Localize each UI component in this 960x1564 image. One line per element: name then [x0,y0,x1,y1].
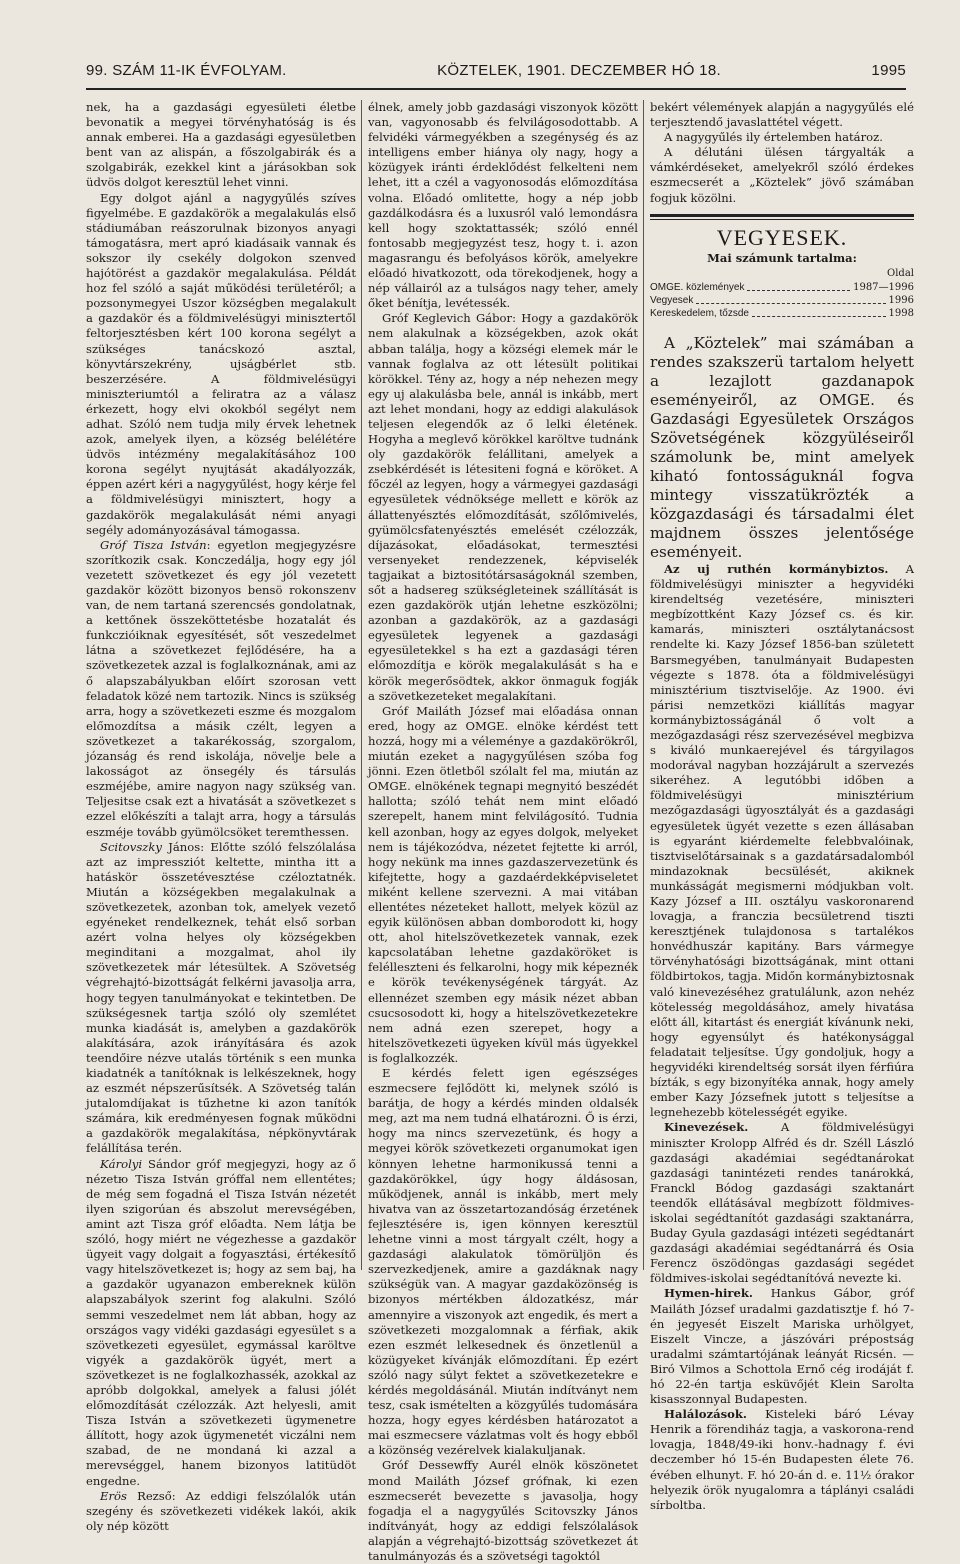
paragraph [86,1157,356,1489]
toc-heading: Mai számunk tartalma: [707,250,857,265]
speech-text: Aurél elnök köszönetet mond Mailáth József grófnak, ki ezen eszmecserét bevezette s javasolja, hogy fogadja el a nagygyűlés Scitovszky János indítványát, hogy az eddigi felszólalások alapján a végrehajtó-bizottság szövetkezet át tanulmányozás és a szövetségi tagoktól [368,1458,638,1563]
speech-text: Rezső: Az eddigi felszólalók után szegény és szövetkezeti vidékek lakói, akik oly nép között [86,1488,356,1533]
page-number: 1995 [871,62,906,79]
speaker-name: Gróf Tisza István [100,537,207,552]
paragraph [86,1489,356,1534]
paragraph: Egy dolgot ajánl a nagygyűlés szíves figyelmébe. E gazdakörök a megalakulás első stádiumában reászorulnak bizonyos anyagi támogatásra, mert apró kiadásaik vannak és sokszor ily csekély dolgokon szenved hajótörést a gazdakör megalakulása. Példát hoz fel szóló a saját működési területéről; a pozsonymegyei Uszor községben megalakult a gazdakör és a földmivelésügyi minisztertől feltorjesztésben kért 100 korona segélyt a szükséges tanácskozó asztal, könyvtárszekrény, ujságbérlet stb. beszerzésére. A földmivelésügyi miniszteriumtól a feliratra az a válasz érkezett, hogy elvi okokból segélyt nem adhat. Szóló nem tudja mily érvek lehetnek azok, amelyek ilyen, a község belélétére üdvös intézmény megalakításához 100 korona segélyt nyujtását akadályozzák, éppen azért kéri a nagygyűlést, hogy kérje fel a földmivelésügyi minisztert, hogy a gazdakörök megalakulását némi anyagi segély adományozásával támogassa. [86,190,356,537]
speaker-name: Erös [100,1488,127,1503]
toc-pages: 1998 [888,307,914,319]
news-heading: Az uj ruthén kormánybiztos. [664,561,889,576]
toc-pages: 1996 [888,294,914,306]
paragraph: A délutáni ülésen tárgyalták a vámkérdéseket, amelyekről szóló érdekes eszmecserét a „Köztelek” jövő számában fogjuk közölni. [650,145,914,205]
column-divider [643,100,644,1270]
news-text: A földmivelésügyi miniszter Krolopp Alfréd és dr. Széll László gazdasági akadémiai segédtanárokat gazdasági tanintézeti rendes tanárokká, Franckl Bódog gazdasági szaktanárt teendők ellátásával megbízott földmives-iskolai segédtanítót gazdasági szaktanárra, Buday Gyula gazdasági intézeti segédtanárt gazdasági akadémiai segédtanárrá és Osia Ferencz öszödöngas gazdasági segédet földmives-iskolai segédtanítóvá nevezte ki. [650,1120,914,1286]
section-title: VEGYESEK. [716,224,848,250]
paragraph [86,840,356,1157]
lead-paragraph: A „Köztelek” mai számában a rendes szakszerü tartalom helyett a lezajlott gazdanapok eseményeiről, az OMGE. és Gazdasági Egyesületek Országos Szövetségének közgyüléseiről számolunk be, mint amelyek kiható fontosságuknál fogva mintegy visszatükrözték a közgazdasági és társadalmi élet majdnem összes jelentősége eseményeit. [650,333,914,561]
speaker-name: Károlyi [100,1156,143,1171]
paragraph [368,704,638,1066]
paragraph [650,562,914,1120]
speech-text: József mai előadása onnan ered, hogy az OMGE. elnöke kérdést tett hozzá, hogy mi a véleménye a gazdakörökről, miután ezeket a nagygyűlésen szóba fog jönni. Ezen ötletből szólalt fel ma, miután az OMGE. elnökének tegnapi megnyitó beszédét hallotta; szóló tehát nem mint előadó szerepelt, hanem mint felvilágosító. Tudnia kell azonban, hogy az egyes dolgok, melyeket nem is tájékozódva, nézetet fejtette ki arról, hogy nekünk ma innes gazdaszervezetünk és kifejtette, hogy a gazdaérdekképviseletet miként kellene szervezni. A mai vitában ellentétes nézeteket hallott, melyek közül az egyik különösen abban domborodott ki, hogy ott, ahol hitelszövetkezetek vannak, ezek kapcsolatában lehetne gazdaköröket is felélleszteni és felkarolni, hogy mik képeznék e körök tevékenységének tárgyát. Az ellennézet szemben egy másik nézet abban csucsosodott ki, hogy a hitelszövetkezetekre nem adná ezen szerepet, hogy a hitelszövetkezeti ügyeken kívül más ügyekkel is foglalkozzék. [368,703,638,1065]
column-divider [361,100,362,1270]
paragraph: bekért vélemények alapján a nagygyűlés elé terjesztendő javaslattétel végett. [650,100,914,130]
masthead-date: KÖZTELEK, 1901. DECZEMBER HÓ 18. [437,62,721,79]
toc-row [650,294,914,307]
news-heading: Halálozások. [664,1407,747,1422]
toc-row [650,307,914,320]
speaker-name: Gróf Mailáth [382,703,462,718]
paragraph: élnek, amely jobb gazdasági viszonyok között van, vagyonosabb és felvilágosodottabb. A felvidéki vármegyékben a szegénység és az intelligens ember hiánya oly nagy, hogy a közügyek iránti érdeklődést felkelteni nem lehet, itt a czél a vagyonosodás előmozdítása volna. Előadó omlitette, hogy a nép jobb gazdálkodásra és a luxusról való lemondásra kell hogy szoktattassék; szóló ennél fontosabb megjegyzést tesz, hogy t. i. azon magasrangu és befolyásos körök, amelyekre előadó hivatkozott, oda törekodjenek, hogy a nép vállairól az a tulságos nagy teher, amely őket bénítja, levétessék. [368,100,638,311]
paragraph [650,1120,914,1286]
news-text: A földmivelésügyi miniszter a hegyvidéki kirendeltség vezetésére, miniszteri megbízottként Kazy József cs. és kir. kamarás, miniszteri osztálytanácsost rendelte ki. Kazy József 1856-ban született Barsmegyében, tanulmányait Budapesten végezte s 1878. óta a földmivelésügyi minisztérium tisztviselője. Az 1900. évi párisi nemzetközi kiállítás magyar kormánybiztosságánál ő volt a mezőgazdasági rész szervezésével megbizva s kiváló munkaerejével és tárgyilagos modorával nagyban hozzájárult a szervezés sikeréhez. A legutóbbi időben a földmivelésügyi minisztérium mezőgazdasági ügyosztályát és a gazdasági egyesületek ügyét vezette s ezen állásaban is egyaránt kiérdemelte felebbvalóinak, tisztviselőtársainak s a gazdatársadalomból mindazoknak becsülését, akiknek munkásságát megismerni módjukban volt. Kazy József a III. osztályu vaskoronarend lovagja, a franczia becsületrend tiszti keresztjének tulajdonosa s tartalékos honvédhuszár kapitány. Bars vármegye törvényhatósági bizottságának, mint ottani földbirtokos, tagja. Midőn kormánybiztosnak való kinevezéséhez gratulálunk, azon nehéz kötelesség megoldásához, amely hivatása előtt áll, kitartást és energiát kívánunk neki, hogy egyensúlyt és hatékonysággal feladatait teljesítse. Úgy gondoljuk, hogy a hegyvidéki kirendeltség sorsát ilyen férfiúra bízták, s egy bizonyítéka annak, hogy amely ember Kazy Józsefnek jutott s teljesítse a legnehezebb kötelességét egyike. [650,561,914,1120]
toc-label: Kereskedelem, tőzsde [650,307,749,319]
news-text: Hankus Gábor, gróf Mailáth József uradalmi gazdatisztje f. hó 7-én jegyesét Eiszelt Mariska urhölgyet, Eiszelt Vincze, a jászóvári prépostság uradalmi számtartójának leányát Ricsén. — Biró Vilmos a Schottola Ernő cég irodáját f. hó 22-én tartja esküvőjét Klein Sarolta kisasszonnyal Budapesten. [650,1286,914,1407]
toc-row [650,281,914,294]
page-header [86,62,906,84]
paragraph [368,1458,638,1564]
speech-text: János: Előtte szóló felszólalása azt az impressziót keltette, mintha itt a hatáskör összetévesztése czéloztatnék. Miután a községekben megalakulnak a szövetkezetek, azonban tok, amelyek vezető egyéneket rendelkeznek, tehát első sorban azért volna helyes oly községekben meginditani a mozgalmat, ahol ily szövetkezetek már létesültek. A Szövetség végrehajtó-bizottságát felkérni javasolja arra, hogy tegyen tanulmányokat e tekintetben. De szükségesnek tartja szóló oly szemlétet munka kiadását is, amelyben a gazdakörök alakítására, azok irányítására és azok teendőire nézve utalás történik s een munka kiadatnék a tanítóknak is lelkészeknek, hogy az eszmét népszerűsítsék. A Szövetség talán jutalomdíjakat is tűzhetne ki azon tanítók számára, kik eredményesen fognak működni a gazdakörök megalakítása, népkönyvtárak felállítása terén. [86,839,356,1156]
paragraph [650,1286,914,1407]
paragraph [650,1407,914,1513]
column-1 [86,100,356,1533]
paragraph [368,311,638,703]
section-rule [650,214,914,217]
paragraph: E kérdés felett igen egészséges eszmecsere fejlődött ki, melynek szóló is barátja, de hogy a kérdés minden oldalsék meg, azt ma nem tudná elhatározni. Ő is érzi, hogy ma nincs szervezetünk, és hogy a megyei körök szövetkezeti organumokat igen könnyen lehetne harmonikussá tenni a gazdakörökkel, úgy hogy áldásosan, működjenek, annál is inkább, mert mely hivatva van az összetartozandóság érzetének fejlesztésére is, igen könnyen keresztül lehetne vinni a most tárgyalt czélt, hogy a gazdasági alakulatok tömörüljön és szervezkedjenek, amire a gazdáknak nagy szükségük van. A magyar gazdaközönség is bizonyos mértékben áldozatkész, már amennyire a viszonyok azt engedik, és mert a szövetkezeti mozgalomnak a férfiak, akik ezen eszmét lelkesednek és önzetlenül a közügyeket kívánják előmozdítani. Ép ezért szóló nagy súlyt fektet a szövetkezetekre e kérdés megoldásánál. Miután indítványt nem tesz, csak ismételten a közgyűlés tudomására hozza, hogy egyes kérdésben határozatot a mai eszmecsere vázlatmas volt és hogy ebből a közönség vezérelvek kialakuljanak. [368,1066,638,1458]
speech-text: Gábor: Hogy a gazdakörök nem alakulnak a községekben, azok okát abban találja, hogy a községi elemek már le vannak foglalva az ott létesült politikai körökkel. Tény az, hogy a nép nehezen megy egy uj alakulásba bele, annál is inkább, mert azt lehet mondani, hogy az eddigi alakulások teljesen elegendők az ő lelki életének. Hogyha a meglevő körökkel karöltve tudnánk oly gazdakörök felállitani, amelyek a zsebkérdését is létesiteni fogná e köröket. A főczél az legyen, hogy a vármegyei gazdasági egyesületek védnöksége mellett e körök az állattenyésztés előmozdítását, szőlőmivelés, gyümölcsfatenyésztés emelését czélozzák, díjazásokat, előadásokat, termesztési versenyeket rendezzenek, képviselék tagjaikat a biztositótársaságoknál szemben, sőt a hadsereg szükségleteinek szállítását is ezen gazdakörök utján lehetne eszközölni; azonban a gazdakörök, az a gazdasági egyesületek legyenek a gazdasági egyesületekkel s ha ezt a gazdasági téren előmozdítja e körök megalakulását s ha e körök megerősödtek, akkor önmaguk fogják a szövetkezeteket megalakítani. [368,311,638,703]
speaker-name: Gróf Dessewffy [382,1458,479,1473]
paragraph [86,538,356,840]
speech-text: Sándor gróf megjegyzi, hogy az ő nézetю Tisza István gróffal nem ellentétes; de még sem fogadná el Tisza István nézetét ilyen szigorúan és abszolut merevségében, amint azt Tisza gróf előadta. Nem látja be szóló, hogy miért ne végezhesse a gazdakör ügyeit vagy dolgait a fogyasztási, értékesítő vagy hitelszövetkezet is; hogy az sem baj, ha a gazdakör ugyanazon embereknek külön alapszabályok szerint fog alakulni. Szóló semmi veszedelmet nem lát abban, hogy az országos vagy vidéki gazdasági egyesület s a szövetkezeti egyesület, egymással karöltve vigyék a gazdakörök ügyét, mert a szövetkezet is ne foglalkozhassék, azokkal az apróbb dolgokkal, amelyek a falusi jólét előmozdítását czélozzák. Azt helyesli, amit Tisza István a szövetkezeti ügymenetre állított, hogy azok ügymenetét viczálni nem szabad, de ne mondaná ki azzal a merevséggel, hanem bizonyos latitüdöt engedne. [86,1156,356,1488]
column-2 [368,100,638,1563]
issue-number: 99. SZÁM 11-IK ÉVFOLYAM. [86,62,287,79]
column-3 [650,100,914,1512]
news-text: Kisteleki báró Lévay Henrik a förendiház tagja, a vaskorona-rend lovagja, 1848/49-iki honv.-hadnagy f. évi deczember hó 15-én Budapesten élete 76. évében elhunyt. F. hó 20-án d. e. 11½ órakor helyezik örök nyugalomra a táplányi családi sírboltba. [650,1407,914,1512]
toc-page-label: Oldal [887,267,914,279]
toc-label: OMGE. közlemények [650,281,745,293]
speaker-name: Gróf Keglevich [382,311,471,326]
speech-text: : egyetlon megjegyzésre szorítkozik csak. Konczedálja, hogy egy jól vezetett szövetkezet és egy jól vezetett gazdakör között bizonyos bensö rokonszenv van, de nem tartaná szerencsés gondolatnak, a kettőnek összeköttetésbe hozatalát és funkczióiknak egyesítését, sőt veszedelmet látna a szövetkezet fejlődésére, ha a szövetkezetek azzal is foglalkoznának, ami az ő alapszabályukban előírt szorosan vett feladatok közé nem tartozik. Nincs is szükség arra, hogy a szövetkezeti eszme és mozgalom előmozdítsa a másik czélt, legyen a szövetkezet a takarékosság, szorgalom, józanság és rend iskolája, növelje bele a lakosságot az önsegély és társulás eszméjébe, amire nagyon nagy szükség van. Teljesitse csak ezt a hivatását a szövetkezet s ezzel előkészíti a talajt arra, hogy a társulás eszméje tovább gyümölcsöket teremthessen. [86,537,356,839]
toc-label: Vegyesek [650,294,694,306]
paragraph: nek, ha a gazdasági egyesületi életbe bevonatik a megyei törvényhatóság is és annak emberei. Ha a gazdasági egyesületben bent van az alispán, a főszolgabirák és a szolgabirák, ezekkel kint a járásokban sok üdvös dolgot keresztül lehet vinni. [86,100,356,190]
section-rule [650,219,914,220]
toc-pages: 1987—1996 [853,281,914,293]
news-heading: Hymen-hirek. [664,1286,753,1301]
paragraph: A nagygyűlés ily értelemben határoz. [664,130,883,145]
news-heading: Kinevezések. [664,1120,749,1135]
speaker-name: Scitovszky [100,839,162,854]
header-rule [86,88,906,90]
